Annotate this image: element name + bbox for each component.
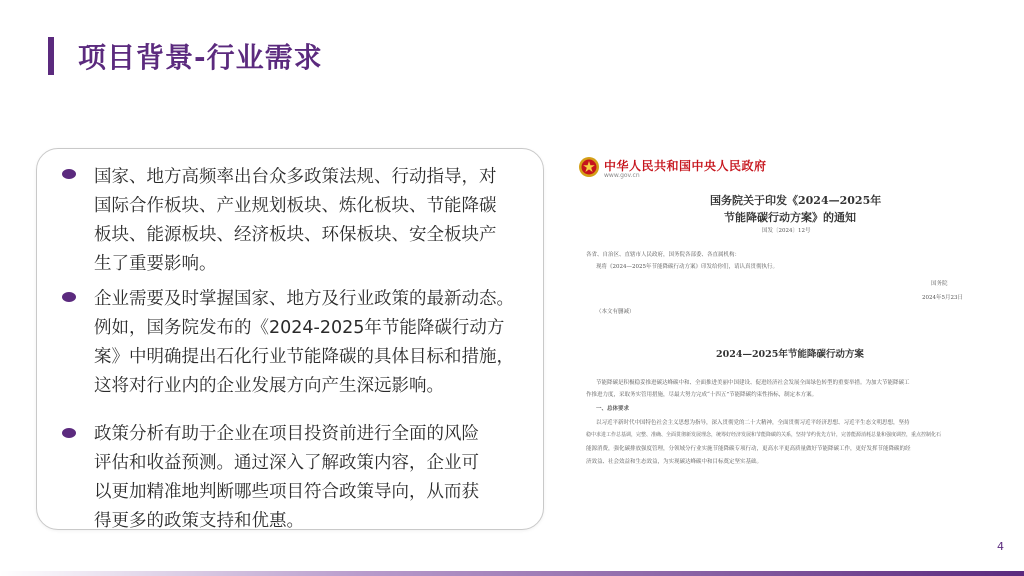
- bullet-text-2: [94, 285, 534, 401]
- plan-title: 2024—2025年节能降碳行动方案: [716, 349, 864, 360]
- notice-body: 现将《2024—2025年节能降碳行动方案》印发给你们，请认真贯彻执行。: [596, 264, 778, 270]
- bullet-3-line-3: 以更加精准地判断哪些项目符合政策导向，从而获: [94, 482, 479, 502]
- plan-paragraph-1b: 作推进力度，采取务实管用措施，尽最大努力完成“十四五”节能降碳约束性指标，制定本方案。: [586, 392, 818, 398]
- bullet-1-line-3: 板块、能源板块、经济板块、环保板块、安全板块产: [94, 225, 497, 245]
- gov-site-name: 中华人民共和国中央人民政府: [604, 159, 767, 173]
- bullet-dot-1: [62, 169, 76, 179]
- bullet-2-line-2: 例如，国务院发布的《2024-2025年节能降碳行动方: [94, 318, 505, 338]
- title-accent-bar: [48, 37, 54, 75]
- gov-site-url: www.gov.cn: [604, 172, 640, 179]
- bullet-dot-3: [62, 428, 76, 438]
- plan-paragraph-2c: 能源消费，强化碳排放强度管理，分领域分行业实施节能降碳专项行动，更高水平更高质量做好节能降碳工作，更好发挥节能降碳的经: [586, 446, 911, 452]
- national-emblem-icon: [578, 156, 600, 178]
- doc-number: 国发〔2024〕12号: [762, 228, 811, 234]
- bullet-1-line-1: 国家、地方高频率出台众多政策法规、行动指导，对: [94, 167, 497, 187]
- bullet-2-line-4: 这将对行业内的企业发展方向产生深远影响。: [94, 376, 444, 396]
- section-heading-1: 一、总体要求: [596, 406, 630, 412]
- bullet-2-line-1: 企业需要及时掌握国家、地方及行业政策的最新动态。: [94, 289, 514, 309]
- bottom-accent-bar: [0, 571, 1024, 576]
- notice-title-line-2: 节能降碳行动方案》的通知: [724, 211, 856, 224]
- bullet-text-3: [94, 420, 534, 536]
- bullet-2-line-3: 案》中明确提出石化行业节能降碳的具体目标和措施，: [94, 347, 514, 367]
- bullet-1-line-4: 生了重要影响。: [94, 254, 217, 274]
- signer: 国务院: [931, 281, 948, 287]
- bullet-3-line-2: 评估和收益预测。通过深入了解政策内容，企业可: [94, 453, 479, 473]
- plan-paragraph-2a: 以习近平新时代中国特色社会主义思想为指导，深入贯彻党的二十大精神，全面贯彻习近平经济思想、习近平生态文明思想，坚持: [596, 420, 910, 426]
- page-title: 项目背景-行业需求: [78, 41, 323, 74]
- bullet-3-line-1: 政策分析有助于企业在项目投资前进行全面的风险: [94, 424, 479, 444]
- plan-paragraph-2b: 稳中求进工作总基调，完整、准确、全面贯彻新发展理念，统筹好经济发展和节能降碳的关系，坚持节约优先方针，完善能源消耗总量和强度调控，重点控制化石: [586, 432, 942, 438]
- sign-date: 2024年5月23日: [922, 295, 963, 301]
- bullet-text-1: [94, 163, 534, 279]
- notice-title-line-1: 国务院关于印发《2024—2025年: [710, 194, 882, 207]
- bullet-dot-2: [62, 292, 76, 302]
- bullet-3-line-4: 得更多的政策支持和优惠。: [94, 511, 304, 531]
- publish-note: （本文有删减）: [596, 309, 635, 315]
- addressees: 各省、自治区、直辖市人民政府，国务院各部委、各直属机构：: [586, 252, 741, 258]
- page-number: 4: [997, 540, 1004, 553]
- plan-paragraph-2d: 济效益、社会效益和生态效益，为实现碳达峰碳中和目标奠定坚实基础。: [586, 459, 763, 465]
- bullet-1-line-2: 国际合作板块、产业规划板块、炼化板块、节能降碳: [94, 196, 497, 216]
- plan-paragraph-1a: 节能降碳是积极稳妥推进碳达峰碳中和、全面推进美丽中国建设、促进经济社会发展全面绿色转型的重要举措。为加大节能降碳工: [596, 380, 910, 386]
